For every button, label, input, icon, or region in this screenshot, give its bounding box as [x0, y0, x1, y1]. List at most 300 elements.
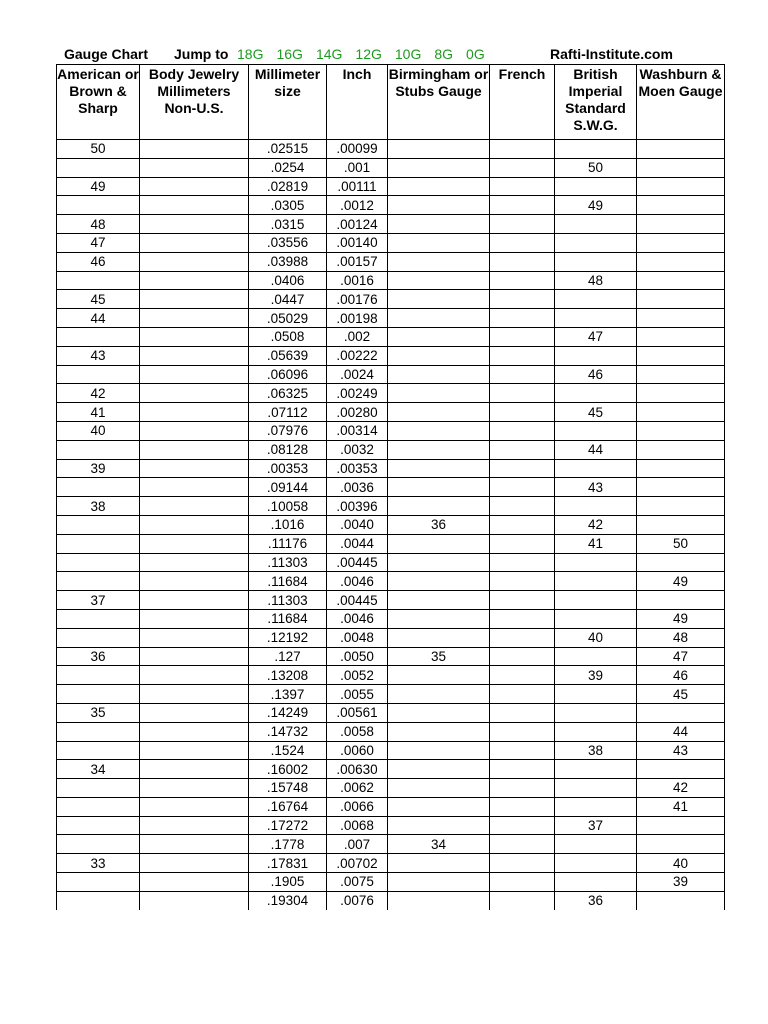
cell-birmingham-stubs	[388, 140, 490, 159]
cell-french	[490, 835, 555, 854]
cell-inch: .00314	[327, 421, 388, 440]
cell-birmingham-stubs: 34	[388, 835, 490, 854]
cell-awg: 42	[57, 384, 140, 403]
cell-body-jewelry-mm	[140, 685, 249, 704]
cell-british-swg	[555, 290, 637, 309]
cell-awg: 40	[57, 421, 140, 440]
cell-washburn-moen	[637, 816, 725, 835]
cell-washburn-moen	[637, 459, 725, 478]
cell-awg	[57, 722, 140, 741]
cell-inch: .00099	[327, 140, 388, 159]
cell-awg	[57, 873, 140, 892]
cell-washburn-moen	[637, 233, 725, 252]
cell-inch: .00124	[327, 215, 388, 234]
cell-french	[490, 384, 555, 403]
cell-millimeter-size: .00353	[249, 459, 327, 478]
cell-washburn-moen	[637, 177, 725, 196]
table-row	[57, 854, 725, 873]
cell-washburn-moen: 49	[637, 572, 725, 591]
table-row	[57, 534, 725, 553]
table-row	[57, 873, 725, 892]
cell-awg	[57, 816, 140, 835]
table-row	[57, 327, 725, 346]
cell-body-jewelry-mm	[140, 346, 249, 365]
cell-french	[490, 158, 555, 177]
cell-millimeter-size: .16002	[249, 760, 327, 779]
cell-british-swg	[555, 421, 637, 440]
cell-millimeter-size: .19304	[249, 891, 327, 909]
cell-birmingham-stubs	[388, 233, 490, 252]
jump-link-8g[interactable]: 8G	[434, 46, 454, 62]
cell-french	[490, 534, 555, 553]
cell-french	[490, 685, 555, 704]
cell-french	[490, 515, 555, 534]
cell-birmingham-stubs	[388, 591, 490, 610]
cell-french	[490, 440, 555, 459]
table-row	[57, 158, 725, 177]
cell-french	[490, 854, 555, 873]
cell-inch: .00249	[327, 384, 388, 403]
cell-inch: .0050	[327, 647, 388, 666]
jump-link-18g[interactable]: 18G	[237, 46, 264, 62]
cell-washburn-moen: 48	[637, 628, 725, 647]
cell-british-swg: 49	[555, 196, 637, 215]
cell-birmingham-stubs	[388, 891, 490, 909]
cell-washburn-moen: 46	[637, 666, 725, 685]
cell-french	[490, 628, 555, 647]
header-row	[57, 65, 725, 140]
site-name: Rafti-Institute.com	[550, 46, 673, 62]
cell-british-swg: 40	[555, 628, 637, 647]
cell-body-jewelry-mm	[140, 572, 249, 591]
cell-millimeter-size: .14249	[249, 703, 327, 722]
cell-millimeter-size: .09144	[249, 478, 327, 497]
cell-washburn-moen	[637, 515, 725, 534]
jump-link-0g[interactable]: 0G	[466, 46, 485, 62]
table-row	[57, 779, 725, 798]
cell-body-jewelry-mm	[140, 233, 249, 252]
cell-french	[490, 233, 555, 252]
cell-washburn-moen	[637, 271, 725, 290]
column-header-french: French	[490, 65, 555, 140]
cell-awg: 34	[57, 760, 140, 779]
cell-french	[490, 290, 555, 309]
table-row	[57, 459, 725, 478]
cell-awg: 47	[57, 233, 140, 252]
cell-millimeter-size: .1016	[249, 515, 327, 534]
table-row	[57, 666, 725, 685]
cell-awg	[57, 685, 140, 704]
cell-french	[490, 609, 555, 628]
cell-french	[490, 591, 555, 610]
cell-awg	[57, 365, 140, 384]
cell-millimeter-size: .16764	[249, 797, 327, 816]
cell-french	[490, 327, 555, 346]
cell-british-swg: 46	[555, 365, 637, 384]
cell-inch: .0062	[327, 779, 388, 798]
cell-french	[490, 797, 555, 816]
cell-birmingham-stubs	[388, 609, 490, 628]
cell-british-swg	[555, 835, 637, 854]
cell-awg	[57, 797, 140, 816]
cell-millimeter-size: .0315	[249, 215, 327, 234]
cell-british-swg	[555, 384, 637, 403]
cell-birmingham-stubs	[388, 741, 490, 760]
cell-inch: .0055	[327, 685, 388, 704]
cell-millimeter-size: .10058	[249, 497, 327, 516]
cell-body-jewelry-mm	[140, 440, 249, 459]
cell-millimeter-size: .14732	[249, 722, 327, 741]
cell-inch: .00561	[327, 703, 388, 722]
cell-awg: 38	[57, 497, 140, 516]
cell-awg	[57, 515, 140, 534]
cell-british-swg	[555, 591, 637, 610]
cell-body-jewelry-mm	[140, 459, 249, 478]
cell-inch: .002	[327, 327, 388, 346]
jump-link-12g[interactable]: 12G	[355, 46, 382, 62]
cell-inch: .00702	[327, 854, 388, 873]
cell-washburn-moen: 44	[637, 722, 725, 741]
cell-body-jewelry-mm	[140, 384, 249, 403]
cell-inch: .0048	[327, 628, 388, 647]
cell-washburn-moen	[637, 478, 725, 497]
cell-inch: .0012	[327, 196, 388, 215]
cell-british-swg	[555, 797, 637, 816]
cell-millimeter-size: .1524	[249, 741, 327, 760]
jump-to-label: Jump to	[174, 46, 229, 62]
jump-link-14g[interactable]: 14G	[315, 46, 343, 62]
cell-birmingham-stubs	[388, 459, 490, 478]
cell-inch: .0066	[327, 797, 388, 816]
cell-millimeter-size: .1397	[249, 685, 327, 704]
cell-washburn-moen	[637, 835, 725, 854]
cell-body-jewelry-mm	[140, 703, 249, 722]
cell-british-swg	[555, 609, 637, 628]
table-row	[57, 553, 725, 572]
cell-british-swg	[555, 722, 637, 741]
cell-french	[490, 215, 555, 234]
cell-washburn-moen	[637, 365, 725, 384]
cell-millimeter-size: .127	[249, 647, 327, 666]
cell-french	[490, 403, 555, 422]
cell-birmingham-stubs	[388, 440, 490, 459]
cell-inch: .0046	[327, 609, 388, 628]
cell-inch: .00396	[327, 497, 388, 516]
cell-body-jewelry-mm	[140, 403, 249, 422]
cell-millimeter-size: .1905	[249, 873, 327, 892]
table-row	[57, 309, 725, 328]
cell-body-jewelry-mm	[140, 647, 249, 666]
cell-awg: 48	[57, 215, 140, 234]
table-row	[57, 290, 725, 309]
cell-inch: .0024	[327, 365, 388, 384]
header-bar	[64, 46, 724, 64]
cell-body-jewelry-mm	[140, 271, 249, 290]
cell-french	[490, 271, 555, 290]
cell-birmingham-stubs	[388, 158, 490, 177]
cell-inch: .00353	[327, 459, 388, 478]
column-header-inch: Inch	[327, 65, 388, 140]
cell-french	[490, 647, 555, 666]
cell-millimeter-size: .11303	[249, 553, 327, 572]
table-row	[57, 478, 725, 497]
cell-inch: .0040	[327, 515, 388, 534]
cell-washburn-moen	[637, 421, 725, 440]
cell-inch: .0068	[327, 816, 388, 835]
table-row	[57, 628, 725, 647]
table-row	[57, 685, 725, 704]
page-title: Gauge Chart	[64, 46, 149, 62]
cell-inch: .00280	[327, 403, 388, 422]
cell-british-swg: 41	[555, 534, 637, 553]
cell-british-swg	[555, 497, 637, 516]
cell-washburn-moen: 49	[637, 609, 725, 628]
cell-body-jewelry-mm	[140, 252, 249, 271]
cell-awg	[57, 553, 140, 572]
cell-birmingham-stubs	[388, 779, 490, 798]
cell-millimeter-size: .03556	[249, 233, 327, 252]
cell-body-jewelry-mm	[140, 534, 249, 553]
cell-awg: 44	[57, 309, 140, 328]
cell-awg	[57, 534, 140, 553]
table-row	[57, 703, 725, 722]
cell-british-swg	[555, 572, 637, 591]
cell-french	[490, 722, 555, 741]
cell-millimeter-size: .0254	[249, 158, 327, 177]
cell-british-swg: 50	[555, 158, 637, 177]
cell-awg: 41	[57, 403, 140, 422]
jump-link-10g[interactable]: 10G	[394, 46, 422, 62]
cell-birmingham-stubs	[388, 421, 490, 440]
cell-british-swg	[555, 553, 637, 572]
cell-french	[490, 873, 555, 892]
cell-british-swg: 36	[555, 891, 637, 909]
cell-awg	[57, 609, 140, 628]
cell-birmingham-stubs	[388, 722, 490, 741]
cell-french	[490, 459, 555, 478]
cell-millimeter-size: .0305	[249, 196, 327, 215]
cell-birmingham-stubs	[388, 497, 490, 516]
table-row	[57, 797, 725, 816]
cell-millimeter-size: .17272	[249, 816, 327, 835]
cell-awg: 50	[57, 140, 140, 159]
cell-awg: 46	[57, 252, 140, 271]
cell-inch: .0075	[327, 873, 388, 892]
cell-body-jewelry-mm	[140, 797, 249, 816]
cell-birmingham-stubs	[388, 816, 490, 835]
cell-french	[490, 177, 555, 196]
cell-body-jewelry-mm	[140, 290, 249, 309]
cell-french	[490, 252, 555, 271]
cell-birmingham-stubs	[388, 873, 490, 892]
cell-washburn-moen	[637, 760, 725, 779]
cell-washburn-moen: 40	[637, 854, 725, 873]
cell-awg	[57, 628, 140, 647]
cell-birmingham-stubs	[388, 403, 490, 422]
cell-body-jewelry-mm	[140, 327, 249, 346]
cell-french	[490, 760, 555, 779]
cell-inch: .0060	[327, 741, 388, 760]
cell-washburn-moen	[637, 252, 725, 271]
cell-birmingham-stubs	[388, 628, 490, 647]
cell-body-jewelry-mm	[140, 779, 249, 798]
table-row	[57, 722, 725, 741]
cell-washburn-moen: 50	[637, 534, 725, 553]
cell-inch: .0058	[327, 722, 388, 741]
cell-awg	[57, 779, 140, 798]
cell-birmingham-stubs	[388, 215, 490, 234]
cell-millimeter-size: .11176	[249, 534, 327, 553]
cell-birmingham-stubs	[388, 271, 490, 290]
cell-awg	[57, 158, 140, 177]
cell-birmingham-stubs: 35	[388, 647, 490, 666]
cell-british-swg	[555, 459, 637, 478]
cell-british-swg	[555, 309, 637, 328]
cell-french	[490, 553, 555, 572]
cell-inch: .0044	[327, 534, 388, 553]
cell-washburn-moen: 45	[637, 685, 725, 704]
table-row	[57, 252, 725, 271]
cell-british-swg: 38	[555, 741, 637, 760]
cell-body-jewelry-mm	[140, 421, 249, 440]
cell-birmingham-stubs	[388, 290, 490, 309]
cell-millimeter-size: .03988	[249, 252, 327, 271]
cell-british-swg	[555, 346, 637, 365]
cell-awg: 49	[57, 177, 140, 196]
cell-body-jewelry-mm	[140, 196, 249, 215]
cell-awg: 33	[57, 854, 140, 873]
table-row	[57, 215, 725, 234]
cell-birmingham-stubs	[388, 365, 490, 384]
table-row	[57, 233, 725, 252]
cell-washburn-moen	[637, 215, 725, 234]
cell-inch: .00176	[327, 290, 388, 309]
cell-british-swg	[555, 177, 637, 196]
table-row	[57, 384, 725, 403]
cell-washburn-moen: 47	[637, 647, 725, 666]
cell-french	[490, 497, 555, 516]
cell-body-jewelry-mm	[140, 722, 249, 741]
cell-body-jewelry-mm	[140, 515, 249, 534]
cell-british-swg	[555, 233, 637, 252]
column-header-body-jewelry-mm: Body Jewelry Millimeters Non-U.S.	[140, 65, 249, 140]
table-row	[57, 609, 725, 628]
cell-body-jewelry-mm	[140, 478, 249, 497]
cell-millimeter-size: .08128	[249, 440, 327, 459]
cell-british-swg	[555, 647, 637, 666]
cell-awg	[57, 572, 140, 591]
cell-body-jewelry-mm	[140, 741, 249, 760]
cell-body-jewelry-mm	[140, 760, 249, 779]
cell-french	[490, 666, 555, 685]
cell-washburn-moen	[637, 309, 725, 328]
table-row	[57, 572, 725, 591]
cell-body-jewelry-mm	[140, 553, 249, 572]
cell-birmingham-stubs	[388, 309, 490, 328]
cell-body-jewelry-mm	[140, 628, 249, 647]
cell-inch: .00140	[327, 233, 388, 252]
table-row	[57, 497, 725, 516]
cell-washburn-moen	[637, 384, 725, 403]
cell-french	[490, 309, 555, 328]
cell-french	[490, 140, 555, 159]
table-row	[57, 591, 725, 610]
cell-birmingham-stubs	[388, 572, 490, 591]
cell-inch: .007	[327, 835, 388, 854]
cell-british-swg: 39	[555, 666, 637, 685]
cell-birmingham-stubs	[388, 760, 490, 779]
cell-awg: 39	[57, 459, 140, 478]
cell-body-jewelry-mm	[140, 365, 249, 384]
table-row	[57, 196, 725, 215]
column-header-millimeter-size: Millimeter size	[249, 65, 327, 140]
cell-millimeter-size: .11303	[249, 591, 327, 610]
cell-birmingham-stubs	[388, 534, 490, 553]
cell-millimeter-size: .0406	[249, 271, 327, 290]
cell-millimeter-size: .07976	[249, 421, 327, 440]
column-header-washburn-moen: Washburn & Moen Gauge	[637, 65, 725, 140]
cell-washburn-moen	[637, 327, 725, 346]
cell-british-swg	[555, 873, 637, 892]
table-header	[57, 65, 725, 140]
cell-millimeter-size: .02819	[249, 177, 327, 196]
cell-british-swg	[555, 854, 637, 873]
cell-birmingham-stubs	[388, 346, 490, 365]
cell-body-jewelry-mm	[140, 873, 249, 892]
cell-awg	[57, 666, 140, 685]
cell-washburn-moen	[637, 553, 725, 572]
cell-inch: .0052	[327, 666, 388, 685]
cell-washburn-moen	[637, 591, 725, 610]
cell-birmingham-stubs	[388, 196, 490, 215]
cell-millimeter-size: .11684	[249, 572, 327, 591]
cell-millimeter-size: .05029	[249, 309, 327, 328]
cell-british-swg	[555, 703, 637, 722]
column-header-birmingham-stubs: Birmingham or Stubs Gauge	[388, 65, 490, 140]
cell-french	[490, 741, 555, 760]
cell-awg: 45	[57, 290, 140, 309]
cell-awg: 43	[57, 346, 140, 365]
cell-british-swg	[555, 685, 637, 704]
cell-inch: .001	[327, 158, 388, 177]
cell-awg	[57, 741, 140, 760]
cell-birmingham-stubs	[388, 252, 490, 271]
cell-british-swg: 45	[555, 403, 637, 422]
cell-millimeter-size: .1778	[249, 835, 327, 854]
cell-birmingham-stubs	[388, 797, 490, 816]
table-row	[57, 421, 725, 440]
cell-british-swg: 48	[555, 271, 637, 290]
cell-french	[490, 365, 555, 384]
cell-awg	[57, 327, 140, 346]
cell-birmingham-stubs	[388, 384, 490, 403]
column-header-british-swg: British Imperial Standard S.W.G.	[555, 65, 637, 140]
cell-inch: .00630	[327, 760, 388, 779]
jump-link-16g[interactable]: 16G	[276, 46, 303, 62]
cell-millimeter-size: .02515	[249, 140, 327, 159]
cell-body-jewelry-mm	[140, 177, 249, 196]
cell-birmingham-stubs	[388, 666, 490, 685]
cell-british-swg	[555, 760, 637, 779]
cell-washburn-moen	[637, 158, 725, 177]
cell-birmingham-stubs	[388, 177, 490, 196]
cell-french	[490, 346, 555, 365]
cell-birmingham-stubs	[388, 553, 490, 572]
table-row	[57, 816, 725, 835]
cell-awg	[57, 835, 140, 854]
table-row	[57, 365, 725, 384]
cell-washburn-moen	[637, 196, 725, 215]
